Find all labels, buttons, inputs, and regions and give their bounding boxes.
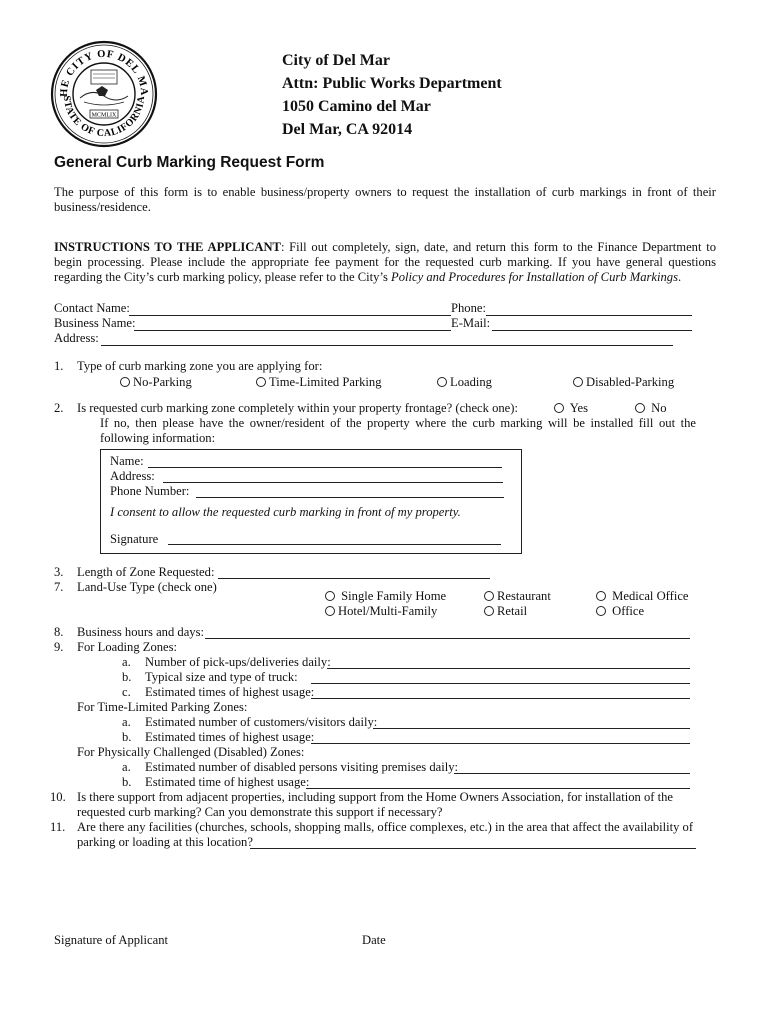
option-loading[interactable]: Loading <box>437 375 492 390</box>
radio-icon[interactable] <box>484 606 494 616</box>
policy-title: Policy and Procedures for Installation of Curb Markings <box>391 270 678 284</box>
radio-icon[interactable] <box>256 377 266 387</box>
zone-length-field[interactable] <box>218 578 490 579</box>
q11-line-2: parking or loading at this location? <box>77 835 253 849</box>
consent-box <box>100 449 522 554</box>
owner-phone-label: Phone Number: <box>110 484 190 498</box>
disabled-a-letter: a. <box>122 760 131 774</box>
q3-number: 3. <box>54 565 64 579</box>
loading-c-letter: c. <box>122 685 131 699</box>
address-field[interactable] <box>101 345 673 346</box>
disabled-b-field[interactable] <box>306 788 690 789</box>
email-field[interactable] <box>492 330 692 331</box>
q1-number: 1. <box>54 359 64 373</box>
q8-number: 8. <box>54 625 64 639</box>
instructions-text: : Fill out completely, sign, date, and return this form to the Finance Department to begin processing. Please include the appropriate fee payment for the requested curb marking. If you have general questions regarding the City’s curb marking policy, please refer to the City’s <box>54 240 716 284</box>
address-line-3: 1050 Camino del Mar <box>282 98 431 115</box>
q2-followup-1: If no, then please have the owner/resident of the property where the curb marking will be installed fill out the <box>100 416 696 430</box>
q2-followup-2: following information: <box>100 431 216 445</box>
q2-text: Is requested curb marking zone completely within your property frontage? (check one): <box>77 401 518 415</box>
loading-b-letter: b. <box>122 670 132 684</box>
option-time-limited-parking[interactable]: Time-Limited Parking <box>256 375 382 390</box>
date-label: Date <box>362 933 386 947</box>
loading-b-field[interactable] <box>311 683 690 684</box>
address-label: Address: <box>54 331 99 345</box>
time-limited-b-field[interactable] <box>311 743 690 744</box>
radio-icon[interactable] <box>635 403 645 413</box>
disabled-a-text: Estimated number of disabled persons visiting premises daily: <box>145 760 459 774</box>
radio-icon[interactable] <box>596 591 606 601</box>
address-line-1: City of Del Mar <box>282 52 390 69</box>
loading-b-text: Typical size and type of truck: <box>145 670 298 684</box>
q11-number: 11. <box>50 820 66 834</box>
address-line-4: Del Mar, CA 92014 <box>282 121 413 138</box>
city-seal <box>50 40 158 148</box>
owner-address-label: Address: <box>110 469 155 483</box>
radio-icon[interactable] <box>120 377 130 387</box>
radio-icon[interactable] <box>484 591 494 601</box>
radio-icon[interactable] <box>596 606 606 616</box>
option-yes[interactable]: Yes <box>554 401 588 416</box>
time-limited-a-letter: a. <box>122 715 131 729</box>
owner-name-label: Name: <box>110 454 144 468</box>
instructions-end: . <box>677 270 682 284</box>
disabled-label: For Physically Challenged (Disabled) Zones: <box>77 745 305 759</box>
q10-number: 10. <box>50 790 66 804</box>
owner-address-field[interactable] <box>163 482 503 483</box>
option-hotel-multi-family[interactable]: Hotel/Multi-Family <box>325 604 437 619</box>
loading-c-field[interactable] <box>311 698 690 699</box>
option-retail[interactable]: Retail <box>484 604 527 619</box>
q9-text: For Loading Zones: <box>77 640 178 654</box>
radio-icon[interactable] <box>325 606 335 616</box>
time-limited-a-text: Estimated number of customers/visitors daily: <box>145 715 378 729</box>
instructions-label: INSTRUCTIONS TO THE APPLICANT <box>54 240 281 254</box>
phone-label: Phone: <box>451 301 486 315</box>
radio-icon[interactable] <box>554 403 564 413</box>
option-restaurant[interactable]: Restaurant <box>484 589 551 604</box>
radio-icon[interactable] <box>437 377 447 387</box>
q10-line-1: Is there support from adjacent properties, including support from the Home Owners Association, for installation of the <box>77 790 673 804</box>
seal-top-text: HE CITY OF DEL MA <box>58 48 150 98</box>
q3-text: Length of Zone Requested: <box>77 565 215 579</box>
option-no[interactable]: No <box>635 401 667 416</box>
option-medical-office[interactable]: Medical Office <box>596 589 689 604</box>
disabled-b-text: Estimated time of highest usage: <box>145 775 310 789</box>
form-title: General Curb Marking Request Form <box>54 154 325 171</box>
disabled-a-field[interactable] <box>454 773 690 774</box>
contact-name-field[interactable] <box>129 315 451 316</box>
q8-text: Business hours and days: <box>77 625 204 639</box>
contact-name-label: Contact Name: <box>54 301 130 315</box>
disabled-b-letter: b. <box>122 775 132 789</box>
applicant-signature-label: Signature of Applicant <box>54 933 169 947</box>
loading-a-letter: a. <box>122 655 131 669</box>
radio-icon[interactable] <box>325 591 335 601</box>
time-limited-b-text: Estimated times of highest usage: <box>145 730 315 744</box>
option-office[interactable]: Office <box>596 604 644 619</box>
q2-number: 2. <box>54 401 64 415</box>
phone-field[interactable] <box>486 315 692 316</box>
option-no-parking[interactable]: No-Parking <box>120 375 192 390</box>
consent-statement: I consent to allow the requested curb marking in front of my property. <box>110 505 461 519</box>
business-hours-field[interactable] <box>205 638 690 639</box>
radio-icon[interactable] <box>573 377 583 387</box>
loading-c-text: Estimated times of highest usage: <box>145 685 315 699</box>
email-label: E-Mail: <box>451 316 491 330</box>
option-disabled-parking[interactable]: Disabled-Parking <box>573 375 674 390</box>
instructions-paragraph <box>54 240 716 285</box>
business-name-field[interactable] <box>134 330 451 331</box>
loading-a-field[interactable] <box>327 668 690 669</box>
facilities-field[interactable] <box>250 848 696 849</box>
purpose-paragraph: The purpose of this form is to enable business/property owners to request the installation of curb markings in front of their business/residence. <box>54 185 716 214</box>
time-limited-b-letter: b. <box>122 730 132 744</box>
q7-number: 7. <box>54 580 64 594</box>
q10-line-2: requested curb marking? Can you demonstrate this support if necessary? <box>77 805 443 819</box>
owner-phone-field[interactable] <box>196 497 504 498</box>
q9-number: 9. <box>54 640 64 654</box>
owner-name-field[interactable] <box>148 467 502 468</box>
address-line-2: Attn: Public Works Department <box>282 75 502 92</box>
option-single-family-home[interactable]: Single Family Home <box>325 589 446 604</box>
q11-line-1: Are there any facilities (churches, schools, shopping malls, office complexes, etc.) in the area that affect the availability of <box>77 820 694 834</box>
time-limited-a-field[interactable] <box>373 728 690 729</box>
owner-signature-label: Signature <box>110 532 159 546</box>
q1-text: Type of curb marking zone you are applying for: <box>77 359 323 373</box>
time-limited-label: For Time-Limited Parking Zones: <box>77 700 248 714</box>
business-name-label: Business Name: <box>54 316 136 330</box>
loading-a-text: Number of pick-ups/deliveries daily: <box>145 655 331 669</box>
seal-inner-text: MCMLIX <box>91 112 117 119</box>
seal-bottom-text: STATE OF CALIFORNIA <box>60 95 148 140</box>
q7-text: Land-Use Type (check one) <box>77 580 217 594</box>
owner-signature-field[interactable] <box>168 544 501 545</box>
